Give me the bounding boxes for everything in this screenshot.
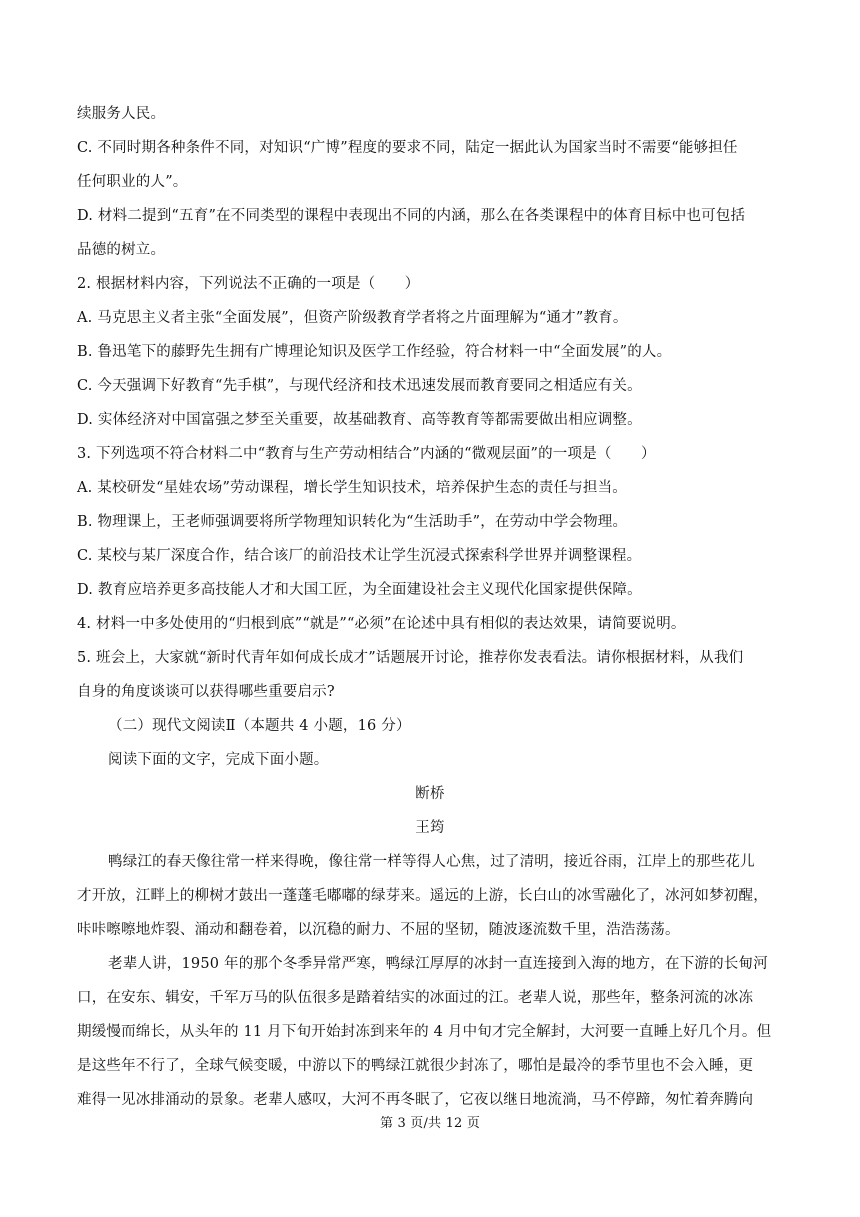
paragraph-1-line-3: 咔咔嚓嚓地炸裂、涌动和翻卷着，以沉稳的耐力、不屈的坚韧，随波逐流数千里，浩浩荡荡。 (77, 922, 680, 938)
question-3-option-d: D. 教育应培养更多高技能人才和大国工匠，为全面建设社会主义现代化国家提供保障。 (77, 582, 642, 598)
article-title: 断桥 (415, 786, 445, 802)
question-5-line-2: 自身的角度谈谈可以获得哪些重要启示? (77, 684, 335, 700)
option-c-line-1: C. 不同时期各种条件不同，对知识“广博”程度的要求不同，陆定一据此认为国家当时不需要“能够担任 (77, 140, 738, 156)
question-2-option-a: A. 马克思主义者主张“全面发展”，但资产阶级教育学者将之片面理解为“通才”教育。 (77, 310, 628, 326)
question-2: 2. 根据材料内容，下列说法不正确的一项是（ ） (77, 276, 420, 292)
page-footer: 第 3 页/共 12 页 (379, 1116, 481, 1131)
paragraph-2-line-2: 口，在安东、辑安，千军万马的队伍很多是踏着结实的冰面过的江。老辈人说，那些年，整条河流的冰冻 (77, 990, 754, 1006)
question-5-line-1: 5. 班会上，大家就“新时代青年如何成长成才”话题展开讨论，推荐你发表看法。请你根据材料，从我们 (77, 650, 744, 666)
question-2-option-c: C. 今天强调下好教育“先手棋”，与现代经济和技术迅速发展而教育要同之相适应有关。 (77, 378, 642, 394)
reading-instruction: 阅读下面的文字，完成下面小题。 (108, 752, 329, 768)
question-3-option-c: C. 某校与某厂深度合作，结合该厂的前沿技术让学生沉浸式探索科学世界并调整课程。 (77, 548, 642, 564)
section-heading: （二）现代文阅读Ⅱ（本题共 4 小题，16 分） (108, 718, 411, 734)
option-d-line-2: 品德的树立。 (77, 242, 166, 258)
question-4: 4. 材料一中多处使用的“归根到底”“就是”“必须”在论述中具有相似的表达效果，请简要说明。 (77, 616, 686, 632)
question-2-option-b: B. 鲁迅笔下的藤野先生拥有广博理论知识及医学工作经验，符合材料一中“全面发展”的人。 (77, 344, 672, 360)
question-3-option-b: B. 物理课上，王老师强调要将所学物理知识转化为“生活助手”，在劳动中学会物理。 (77, 514, 628, 530)
question-2-option-d: D. 实体经济对中国富强之梦至关重要，故基础教育、高等教育等都需要做出相应调整。 (77, 412, 642, 428)
paragraph-2-line-4: 是这些年不行了，全球气候变暖，中游以下的鸭绿江就很少封冻了，哪怕是最冷的季节里也不会入睡，更 (77, 1058, 754, 1074)
option-d-line-1: D. 材料二提到“五育”在不同类型的课程中表现出不同的内涵，那么在各类课程中的体育目标中也可包括 (77, 208, 746, 224)
text-line-continuation: 续服务人民。 (77, 106, 166, 122)
paragraph-2-line-1: 老辈人讲，1950 年的那个冬季异常严寒，鸭绿江厚厚的冰封一直连接到入海的地方，在下游的长甸河 (108, 956, 768, 972)
paragraph-2-line-5: 难得一见冰排涌动的景象。老辈人感叹，大河不再冬眠了，它夜以继日地流淌，马不停蹄，匆忙着奔腾向 (77, 1092, 754, 1108)
question-3: 3. 下列选项不符合材料二中“教育与生产劳动相结合”内涵的“微观层面”的一项是（ ） (77, 446, 656, 462)
option-c-line-2: 任何职业的人”。 (77, 174, 188, 190)
question-3-option-a: A. 某校研发“星娃农场”劳动课程，增长学生知识技术，培养保护生态的责任与担当。 (77, 480, 628, 496)
paragraph-1-line-2: 才开放，江畔上的柳树才鼓出一蓬蓬毛嘟嘟的绿芽来。遥远的上游，长白山的冰雪融化了，冰河如梦初醒， (77, 888, 768, 904)
article-author: 王筠 (415, 820, 445, 836)
paragraph-2-line-3: 期缓慢而绵长，从头年的 11 月下旬开始封冻到来年的 4 月中旬才完全解封，大河要一直睡上好几个月。但 (77, 1024, 772, 1040)
paragraph-1-line-1: 鸭绿江的春天像往常一样来得晚，像往常一样等得人心焦，过了清明，接近谷雨，江岸上的那些花儿 (108, 854, 755, 870)
